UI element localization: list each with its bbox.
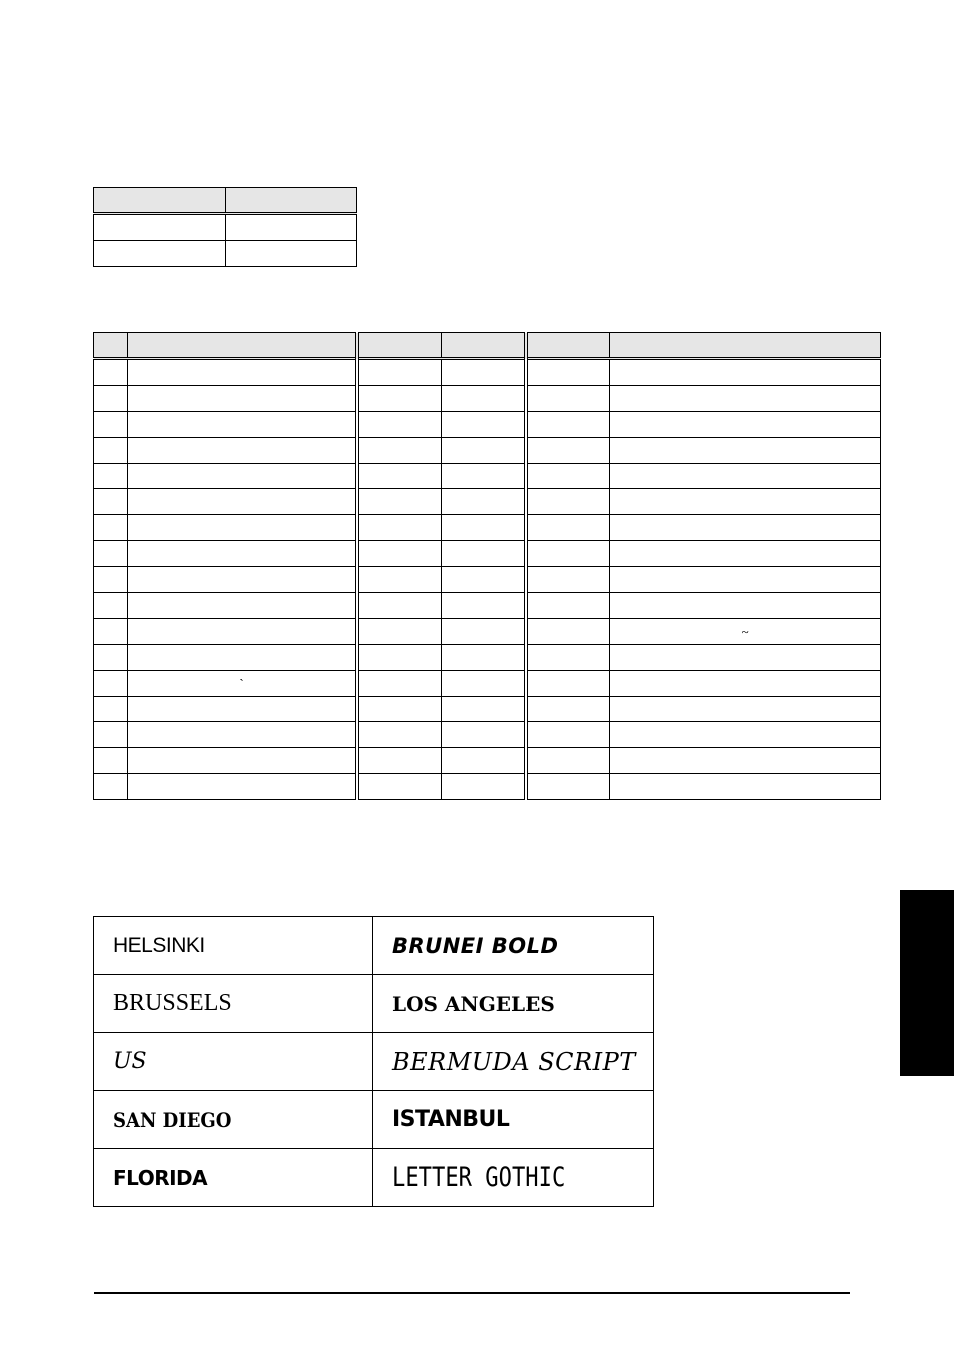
table-cell bbox=[610, 437, 881, 463]
table-cell bbox=[357, 489, 441, 515]
table-cell bbox=[526, 567, 610, 593]
table-cell bbox=[94, 670, 128, 696]
table-row bbox=[94, 437, 881, 463]
table-cell bbox=[442, 774, 526, 800]
table-row bbox=[94, 214, 357, 241]
table-cell bbox=[610, 515, 881, 541]
font-sample-cell bbox=[94, 1033, 373, 1091]
font-sample-helsinki: HELSINKI bbox=[113, 933, 205, 957]
table-cell bbox=[94, 567, 128, 593]
table-row bbox=[94, 1033, 654, 1091]
table-cell bbox=[127, 411, 357, 437]
table-row bbox=[94, 722, 881, 748]
table-cell bbox=[127, 437, 357, 463]
table-cell bbox=[94, 644, 128, 670]
table-cell bbox=[526, 463, 610, 489]
table-cell bbox=[127, 489, 357, 515]
table-row bbox=[94, 463, 881, 489]
header-cell bbox=[610, 333, 881, 359]
table-cell bbox=[610, 644, 881, 670]
table-cell bbox=[94, 696, 128, 722]
table-cell bbox=[357, 670, 441, 696]
table-cell bbox=[526, 489, 610, 515]
table-cell bbox=[226, 214, 357, 241]
table-cell bbox=[94, 722, 128, 748]
table-cell bbox=[357, 696, 441, 722]
header-cell bbox=[127, 333, 357, 359]
table-cell bbox=[357, 515, 441, 541]
table-cell bbox=[610, 670, 881, 696]
table-cell bbox=[442, 385, 526, 411]
font-sample-us: US bbox=[113, 1049, 147, 1074]
table-cell bbox=[127, 515, 357, 541]
table-cell bbox=[94, 241, 226, 267]
footer-rule bbox=[94, 1292, 850, 1294]
table-row bbox=[94, 696, 881, 722]
table-row bbox=[94, 644, 881, 670]
table-cell bbox=[610, 774, 881, 800]
table-cell bbox=[610, 593, 881, 619]
table-cell bbox=[610, 541, 881, 567]
table-row bbox=[94, 1091, 654, 1149]
table-cell bbox=[526, 748, 610, 774]
table-cell bbox=[526, 774, 610, 800]
table-cell bbox=[357, 593, 441, 619]
table-cell bbox=[127, 774, 357, 800]
table-cell bbox=[94, 359, 128, 386]
table-row bbox=[94, 489, 881, 515]
font-sample-cell bbox=[373, 1091, 654, 1149]
font-sample-florida: FLORIDA bbox=[113, 1165, 208, 1190]
table-row bbox=[94, 748, 881, 774]
table-cell bbox=[442, 618, 526, 644]
table-cell bbox=[127, 463, 357, 489]
table-cell bbox=[127, 618, 357, 644]
table-cell bbox=[442, 644, 526, 670]
font-sample-cell bbox=[94, 917, 373, 975]
table-cell bbox=[357, 644, 441, 670]
small-table-header-cell bbox=[226, 188, 357, 214]
font-sample-cell bbox=[373, 1149, 654, 1207]
font-sample-san-diego: SAN DIEGO bbox=[113, 1107, 232, 1132]
table-cell bbox=[526, 722, 610, 748]
table-cell bbox=[127, 567, 357, 593]
table-cell bbox=[357, 618, 441, 644]
table-cell bbox=[442, 359, 526, 386]
table-cell bbox=[357, 463, 441, 489]
table-cell bbox=[526, 359, 610, 386]
table-cell bbox=[127, 722, 357, 748]
table-cell bbox=[127, 541, 357, 567]
table-cell bbox=[526, 515, 610, 541]
table-row bbox=[94, 618, 881, 644]
table-cell bbox=[442, 515, 526, 541]
font-sample-brussels: BRUSSELS bbox=[113, 990, 232, 1016]
table-row bbox=[94, 774, 881, 800]
table-cell bbox=[94, 593, 128, 619]
table-cell bbox=[610, 411, 881, 437]
font-sample-letter-gothic: LETTER GOTHIC bbox=[392, 1162, 566, 1193]
table-cell bbox=[610, 385, 881, 411]
small-table-header-cell bbox=[94, 188, 226, 214]
table-row bbox=[94, 385, 881, 411]
table-row bbox=[94, 917, 654, 975]
table-cell bbox=[526, 618, 610, 644]
font-samples-table bbox=[93, 916, 654, 1207]
table-cell bbox=[357, 385, 441, 411]
font-sample-cell bbox=[94, 975, 373, 1033]
table-cell bbox=[610, 359, 881, 386]
table-cell bbox=[610, 489, 881, 515]
table-cell bbox=[127, 644, 357, 670]
table-cell bbox=[610, 696, 881, 722]
table-cell bbox=[94, 541, 128, 567]
table-row bbox=[94, 1149, 654, 1207]
chapter-side-tab bbox=[900, 890, 954, 1076]
table-cell bbox=[357, 748, 441, 774]
table-cell bbox=[442, 567, 526, 593]
table-cell bbox=[526, 670, 610, 696]
table-cell bbox=[442, 748, 526, 774]
table-cell bbox=[610, 748, 881, 774]
table-cell bbox=[442, 722, 526, 748]
table-cell bbox=[127, 748, 357, 774]
table-cell bbox=[357, 437, 441, 463]
table-row bbox=[94, 541, 881, 567]
table-cell bbox=[226, 241, 357, 267]
font-sample-cell bbox=[94, 1149, 373, 1207]
table-cell bbox=[610, 567, 881, 593]
table-row bbox=[94, 241, 357, 267]
tilde-mark: ~ bbox=[610, 618, 881, 644]
table-cell bbox=[127, 385, 357, 411]
table-cell bbox=[94, 411, 128, 437]
font-sample-cell bbox=[373, 917, 654, 975]
table-cell bbox=[526, 541, 610, 567]
header-cell bbox=[526, 333, 610, 359]
table-cell bbox=[127, 593, 357, 619]
table-cell bbox=[526, 437, 610, 463]
font-sample-bermuda-script: BERMUDA SCRIPT bbox=[392, 1047, 636, 1076]
font-sample-cell bbox=[94, 1091, 373, 1149]
table-cell bbox=[94, 515, 128, 541]
table-cell bbox=[94, 618, 128, 644]
table-cell bbox=[94, 748, 128, 774]
table-cell bbox=[526, 385, 610, 411]
header-cell bbox=[442, 333, 526, 359]
table-cell bbox=[127, 696, 357, 722]
table-cell bbox=[357, 411, 441, 437]
table-cell bbox=[94, 463, 128, 489]
header-cell bbox=[94, 333, 128, 359]
table-cell bbox=[610, 463, 881, 489]
table-cell bbox=[357, 541, 441, 567]
font-sample-brunei-bold: BRUNEI BOLD bbox=[392, 933, 559, 958]
table-row bbox=[94, 567, 881, 593]
table-row bbox=[94, 975, 654, 1033]
table-cell bbox=[357, 774, 441, 800]
table-row bbox=[94, 359, 881, 386]
table-cell bbox=[442, 489, 526, 515]
table-cell bbox=[526, 696, 610, 722]
table-row bbox=[94, 670, 881, 696]
table-cell bbox=[526, 644, 610, 670]
table-cell bbox=[442, 463, 526, 489]
table-cell bbox=[442, 541, 526, 567]
table-cell bbox=[94, 214, 226, 241]
header-cell bbox=[357, 333, 441, 359]
table-cell bbox=[442, 411, 526, 437]
font-sample-cell bbox=[373, 1033, 654, 1091]
font-sample-istanbul: ISTANBUL bbox=[392, 1107, 510, 1132]
table-cell bbox=[526, 411, 610, 437]
table-cell bbox=[94, 385, 128, 411]
grave-mark: ` bbox=[127, 670, 357, 696]
table-cell bbox=[610, 722, 881, 748]
font-sample-los-angeles: LOS ANGELES bbox=[392, 991, 555, 1016]
character-table-header-row bbox=[94, 333, 881, 359]
table-row bbox=[94, 411, 881, 437]
character-table bbox=[93, 332, 881, 800]
table-cell bbox=[526, 593, 610, 619]
table-cell bbox=[442, 437, 526, 463]
table-row bbox=[94, 515, 881, 541]
table-cell bbox=[357, 722, 441, 748]
font-sample-cell bbox=[373, 975, 654, 1033]
small-table bbox=[93, 187, 357, 267]
table-cell bbox=[442, 670, 526, 696]
small-table-header-row bbox=[94, 188, 357, 214]
table-cell bbox=[94, 774, 128, 800]
table-cell bbox=[442, 696, 526, 722]
table-cell bbox=[127, 359, 357, 386]
table-cell bbox=[357, 359, 441, 386]
table-cell bbox=[357, 567, 441, 593]
table-row bbox=[94, 593, 881, 619]
table-cell bbox=[442, 593, 526, 619]
table-cell bbox=[94, 489, 128, 515]
table-cell bbox=[94, 437, 128, 463]
